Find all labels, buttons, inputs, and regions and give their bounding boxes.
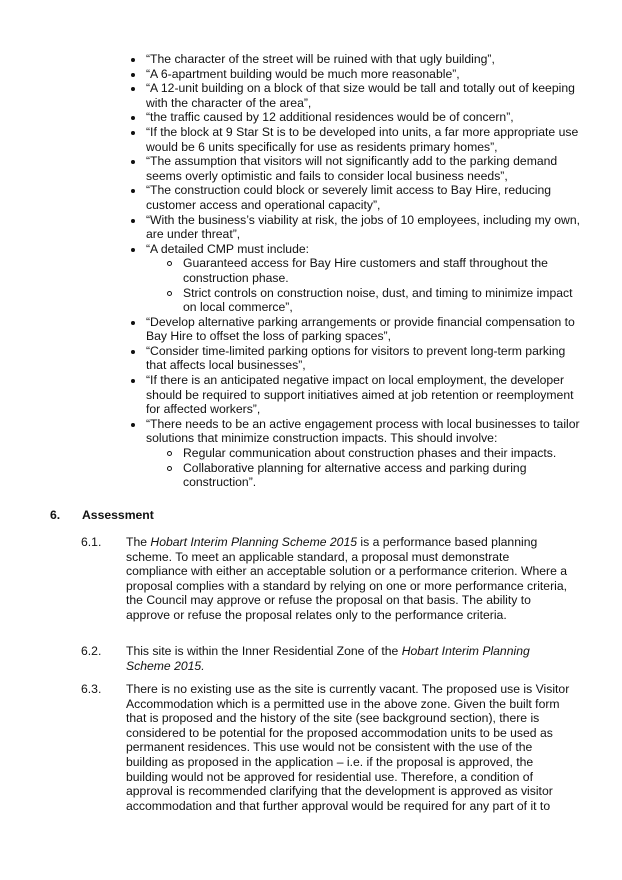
cmp-sublist bbox=[146, 256, 582, 314]
paragraph-number: 6.3. bbox=[81, 682, 102, 696]
section-heading bbox=[50, 508, 154, 523]
list-item: “A 12-unit building on a block of that size would be tall and totally out of keeping with the character of the area”, bbox=[0, 81, 622, 110]
paragraph-text: The Hobart Interim Planning Scheme 2015 is a performance based planning scheme. To meet an applicable standard, a proposal must demonstrate compliance with either an acceptable solution or a performance criterion. Where a proposal complies with a standard by relying on one or more performance criteria, the Council may approve or refuse the proposal on that basis. The ability to approve or refuse the proposal relates only to the performance criteria. bbox=[126, 535, 568, 622]
list-item: “A detailed CMP must include: Guaranteed access for Bay Hire customers and staff throughout the construction phase. Strict controls on construction noise, dust, and timing to minimize impact on local commerce”, bbox=[0, 242, 622, 315]
list-item: “the traffic caused by 12 additional residences would be of concern”, bbox=[0, 110, 622, 125]
list-item: “A 6-apartment building would be much more reasonable”, bbox=[0, 67, 622, 82]
paragraph-text: This site is within the Inner Residential Zone of the Hobart Interim Planning Scheme 2015. bbox=[126, 644, 530, 673]
list-item: “There needs to be an active engagement process with local businesses to tailor solutions that minimize construction impacts. This should involve: Regular communication about construction phases and their impacts. Collaborative planning for alternative access and parking during construction”. bbox=[0, 417, 622, 490]
list-item: “Consider time-limited parking options for visitors to prevent long-term parking that affects local businesses”, bbox=[0, 344, 622, 373]
list-item: “If the block at 9 Star St is to be developed into units, a far more appropriate use would be 6 units specifically for use as residents primary homes”, bbox=[0, 125, 622, 154]
list-item: “The assumption that visitors will not significantly add to the parking demand seems overly optimistic and fails to consider local business needs”, bbox=[0, 154, 622, 183]
list-item: “If there is an anticipated negative impact on local employment, the developer should be required to support initiatives aimed at job retention or reemployment for affected workers”, bbox=[0, 373, 622, 417]
paragraph-text: There is no existing use as the site is currently vacant. The proposed use is Visitor Accommodation which is a permitted use in the above zone. Given the built form that is proposed and the history of the site (see background section), there is considered to be potential for the proposed accommodation units to be used as permanent residences. This use would not be consistent with the use of the building as proposed in the application – i.e. if the proposal is approved, the building would not be approved for residential use. Therefore, a condition of approval is recommended clarifying that the development is approved as visitor accommodation and that further approval would be required for any part of it to bbox=[126, 682, 570, 813]
section-number: 6. bbox=[50, 508, 61, 522]
list-item: “Develop alternative parking arrangements or provide financial compensation to Bay Hire to offset the loss of parking spaces”, bbox=[0, 315, 622, 344]
sub-list-item: Strict controls on construction noise, dust, and timing to minimize impact on local commerce”, bbox=[146, 286, 582, 315]
list-item: “With the business’s viability at risk, the jobs of 10 employees, including my own, are under threat”, bbox=[0, 213, 622, 242]
paragraph-number: 6.2. bbox=[81, 644, 102, 658]
section-title: Assessment bbox=[82, 508, 154, 522]
list-item: “The character of the street will be ruined with that ugly building”, bbox=[0, 52, 622, 67]
sub-list-item: Regular communication about construction phases and their impacts. bbox=[146, 446, 582, 461]
paragraph-6-3 bbox=[0, 682, 622, 813]
sub-list-item: Guaranteed access for Bay Hire customers and staff throughout the construction phase. bbox=[146, 256, 582, 285]
engagement-sublist bbox=[146, 446, 582, 490]
submission-quotes-list bbox=[0, 52, 622, 490]
sub-list-item: Collaborative planning for alternative access and parking during construction”. bbox=[146, 461, 582, 490]
paragraph-6-1 bbox=[0, 535, 622, 623]
paragraph-number: 6.1. bbox=[81, 535, 102, 549]
list-item: “The construction could block or severely limit access to Bay Hire, reducing customer access and operational capacity”, bbox=[0, 183, 622, 212]
paragraph-6-2 bbox=[0, 644, 622, 673]
